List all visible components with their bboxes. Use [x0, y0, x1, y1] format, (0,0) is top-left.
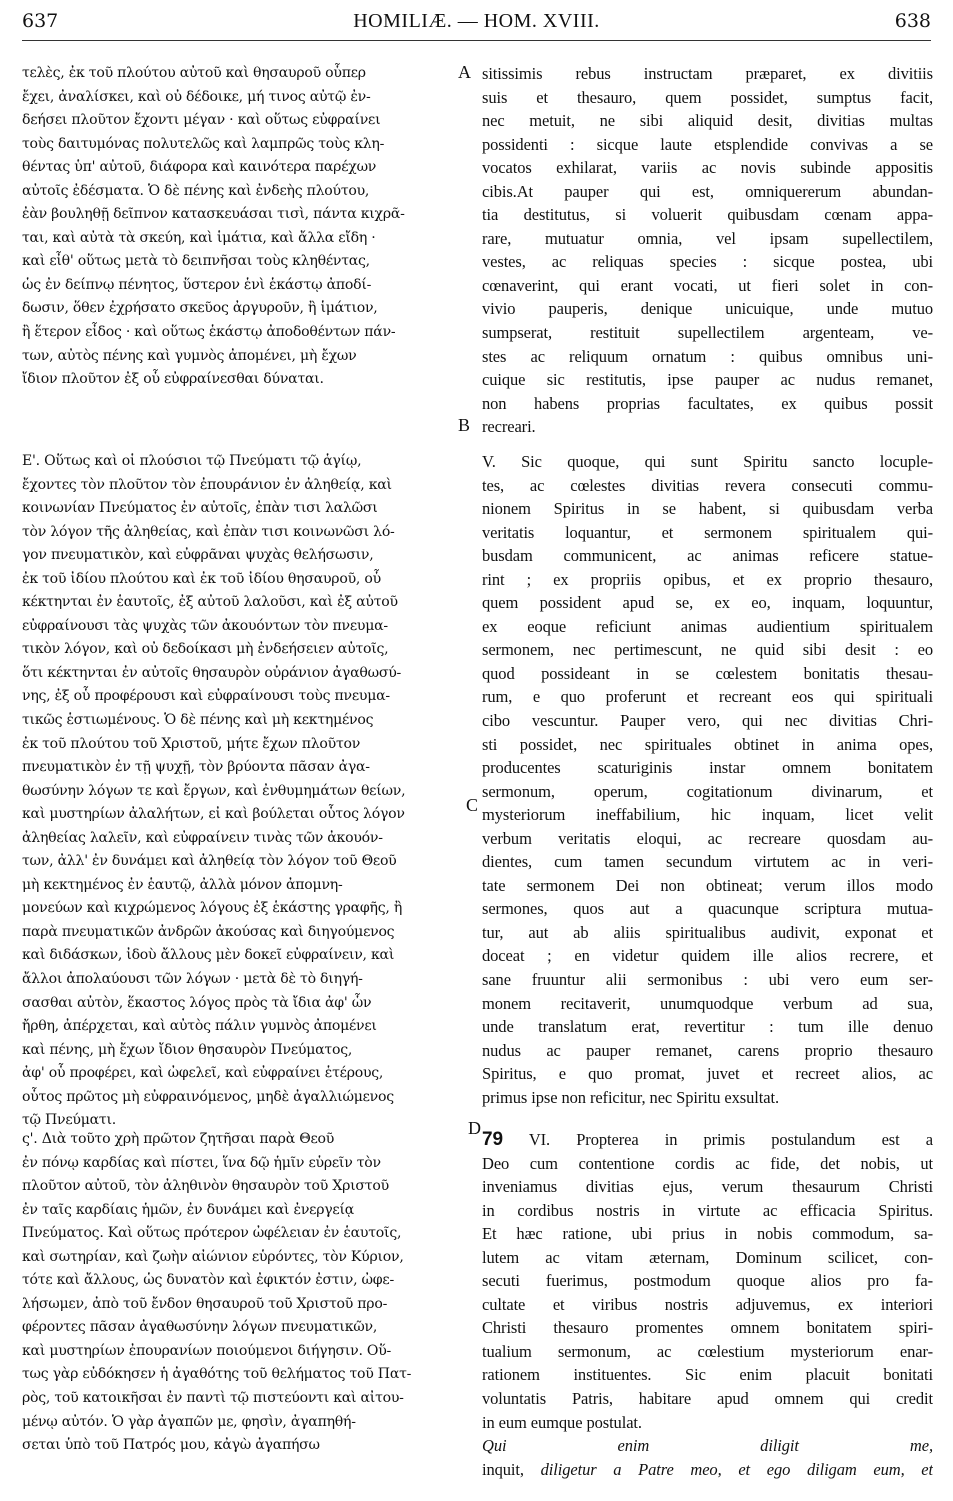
greek-line: μὴ κεκτημένος ἐν ἑαυτῷ, ἀλλὰ μόνον ἀπομνη-: [22, 876, 343, 893]
latin-line: producentes scaturiginis instar omnem bonitatem: [482, 758, 933, 778]
greek-line: πνευματικὸν ἐν τῇ ψυχῇ, τὸν βρύοντα πᾶσαν ἀγα-: [22, 759, 370, 776]
greek-line: κέκτηνται ἐν ἑαυτοῖς, ἐξ αὐτοῦ λαλοῦσι, καὶ ἐξ αὐτοῦ: [22, 594, 398, 611]
latin-line: possidenti : sicque laute etsplendide convivas a se: [482, 134, 933, 154]
greek-line: μένῳ αὐτόν. Ὁ γὰρ ἀγαπῶν με, φησὶν, ἀγαπηθή-: [22, 1413, 356, 1430]
latin-line: inveniamus divitias ejus, verum thesaurum Christi: [482, 1177, 933, 1197]
latin-line: [482, 1128, 933, 1152]
greek-line: τως γὰρ εὐδόκησεν ἡ ἀγαθότης τοῦ θελήματος τοῦ Πατ-: [22, 1366, 412, 1383]
latin-line-text: inquit,: [482, 1459, 524, 1479]
latin-line: nionem Spiritus in se habent, si quibusdam verba: [482, 499, 933, 519]
latin-line: ex eoque reficiunt animas audientium spiritualem: [482, 616, 933, 636]
latin-line: rum, e quo proferunt et recreant eos qui spirituali: [482, 687, 933, 707]
greek-line: οὗτος πρῶτος μὴ εὐφραινόμενος, μηδὲ ἀγαλλιώμενος: [22, 1088, 394, 1105]
greek-line: κοινωνίαν Πνεύματος ἐν αὐτοῖς, ἐπὰν τισι λαλῶσι: [22, 500, 378, 517]
greek-line: ρὸς, τοῦ κατοικῆσαι ἐν παντὶ τῷ πιστεύοντι καὶ αἰτου-: [22, 1390, 404, 1407]
greek-line: φέροντες πᾶσαν ἀγαθωσύνην λόγων πνευματικῶν,: [22, 1319, 378, 1336]
latin-line: rint ; ex propriis opibus, et ex proprio thesauro,: [482, 569, 933, 589]
greek-line: ἢ ἕτερον εἶδος · καὶ οὕτως ἑκάστῳ ἀποδοθέντων πάν-: [22, 324, 396, 341]
greek-line: ἐν ταῖς καρδίαις ἡμῶν, ἐν δυνάμει καὶ ἐνεργείᾳ: [22, 1201, 355, 1218]
latin-line: Christi thesauro promentes omnem bonitatem spiri-: [482, 1318, 933, 1338]
latin-line: veritatis loquantur, et sermonem spiritualem qui-: [482, 522, 933, 542]
greek-line: ἐὰν βουληθῇ δεῖπνον κατασκευάσαι τισὶ, πάντα κιχρᾶ-: [22, 206, 405, 223]
latin-line: sti possidet, nec spirituales obtinet in anima opes,: [482, 734, 933, 754]
greek-line: ἀφ' οὗ προφέρει, καὶ ὠφελεῖ, καὶ εὐφραίνει ἑτέρους,: [22, 1065, 384, 1082]
greek-line: ται, καὶ αὐτὰ τὰ σκεύη, καὶ ἱμάτια, καὶ ἄλλα εἴδη ·: [22, 229, 376, 246]
greek-line: ὡς ἐν δείπνῳ πένητος, ὕστερον ἑνὶ ἑκάστῳ ἀποδί-: [22, 276, 372, 293]
greek-line: τῷ Πνεύματι.: [22, 1112, 116, 1129]
column-number: 79: [482, 1129, 503, 1150]
greek-line: ἤρθη, ἀπέρχεται, καὶ αὐτὸς πάλιν γυμνὸς ἀπομένει: [22, 1018, 377, 1035]
latin-line: monem recitaverit, unumquodque verbum ad sua,: [482, 993, 933, 1013]
latin-paragraph-2: [482, 450, 933, 1109]
margin-letter-a: A: [458, 62, 471, 82]
greek-line: ἔχοντες τὸν πλοῦτον τὸν ἐπουράνιον ἐν ἀληθείᾳ, καὶ: [22, 476, 392, 493]
greek-line: πλοῦτον αὐτοῦ, τὸν ἀληθινὸν θησαυρὸν τοῦ Χριστοῦ: [22, 1178, 389, 1195]
latin-line: verbum veritatis eloqui, ac recreare quosdam au-: [482, 828, 933, 848]
latin-line: unde translatum erat, revertitur : tum ille denuo: [482, 1017, 933, 1037]
greek-line: θωσύνην λόγων τε καὶ ἔργων, καὶ ἐνθυμημάτων θείων,: [22, 782, 406, 799]
greek-line: αὐτοῖς ἐδέσματα. Ὁ δὲ πένης καὶ ἐνδεὴς πλούτου,: [22, 182, 370, 199]
latin-line: lutem ac vitam æternam, Dominum scilicet, con-: [482, 1247, 933, 1267]
greek-line: τικὸν λόγον, καὶ οὐ δεδοίκασι μὴ ἐνδεήσειεν αὐτοῖς,: [22, 641, 389, 658]
latin-line: sermones, quos aut a quacunque scriptura mutua-: [482, 899, 933, 919]
latin-line: [482, 1458, 933, 1482]
latin-line: quod possideant in se cœlestem bonitatis thesau-: [482, 663, 933, 683]
greek-line: θέντας ὑπ' αὐτοῦ, διάφορα καὶ καινότερα παρέχων: [22, 159, 377, 176]
greek-paragraph-1: [22, 62, 468, 392]
greek-line: δεήσει πλοῦτον ἔχοντι μέγαν · καὶ οὕτως εὐφραίνει: [22, 112, 381, 129]
latin-line: Spiritus, e quo promat, juvet et recreet alios, ac: [482, 1064, 933, 1084]
running-header: [22, 10, 931, 36]
greek-line: γον πνευματικὸν, καὶ εὐφρᾶναι ψυχὰς θελήσωσιν,: [22, 547, 374, 564]
latin-line: mysteriorum ineffabilium, hic inquam, licet velit: [482, 805, 933, 825]
scripture-quote: Qui enim diligit me,: [482, 1436, 933, 1456]
greek-paragraph-3: [22, 1128, 468, 1458]
latin-line: sermonum, operum, cogitationum divinarum, et: [482, 781, 933, 801]
latin-line: nec metuit, ne sibi aliquid desit, divitias multas: [482, 111, 933, 131]
latin-line: vivio pauperis, denique unicuique, unde mutuo: [482, 299, 933, 319]
latin-line: sermonem, nec pertimescunt, ne quid sibi desit : eo: [482, 640, 933, 660]
header-rule: [22, 40, 931, 41]
margin-letter-b: B: [458, 415, 471, 435]
latin-line: sane fruuntur alii sermonibus : ubi vero eum ser-: [482, 970, 933, 990]
greek-line: ἐκ τοῦ πλούτου τοῦ Χριστοῦ, μήτε ἔχων πλοῦτον: [22, 735, 361, 752]
greek-line: ς'. Διὰ τοῦτο χρὴ πρῶτον ζητῆσαι παρὰ Θεοῦ: [22, 1131, 335, 1147]
latin-line: voluntatis Patris, habitare apud omnem qui credit: [482, 1389, 933, 1409]
latin-line: tate sermonem Dei non obtineat; verum illos modo: [482, 875, 933, 895]
latin-line: cuique sic restitutis, ipse pauper ac nudus remanet,: [482, 370, 933, 390]
latin-line: doceat ; en videtur quidem ille alios recrere, et: [482, 946, 933, 966]
greek-line: καὶ εἶθ' οὕτως μετὰ τὸ δειπνῆσαι τοὺς κληθέντας,: [22, 253, 370, 270]
latin-line: rare, mutuatur omnia, vel ipsam supellectilem,: [482, 228, 933, 248]
greek-line: εὐφραίνουσι τὰς ψυχὰς τῶν ἀκουόντων τὸν πνευμα-: [22, 617, 388, 634]
latin-line: in cordibus nostris in virtute ac efficacia Spiritus.: [482, 1200, 933, 1220]
latin-line: dientes, cum tamen secundum virtutem ac in veri-: [482, 852, 933, 872]
greek-line: ἐν πόνῳ καρδίας καὶ πίστει, ἵνα δῷ ἡμῖν εὑρεῖν τὸν: [22, 1154, 381, 1171]
greek-line: ἐκ τοῦ ἰδίου πλούτου καὶ ἐκ τοῦ ἰδίου θησαυροῦ, οὗ: [22, 570, 381, 587]
latin-line: vocatos exhilarat, variis ac novis subinde appositis: [482, 158, 933, 178]
latin-line: Deo cum contentione cordis ac fide, det nobis, ut: [482, 1153, 933, 1173]
greek-line: των, ἀλλ' ἐν δυνάμει καὶ ἀληθείᾳ τὸν λόγον τοῦ Θεοῦ: [22, 853, 397, 870]
latin-line: cœnaverint, qui erant vocati, ut fieri solet in con-: [482, 275, 933, 295]
greek-line: ὅτι κέκτηνται ἐν αὐτοῖς θησαυρὸν οὐράνιον ἀγαθωσύ-: [22, 664, 402, 681]
latin-line: busdam communicent, ac animas reficere statue-: [482, 546, 933, 566]
latin-paragraph-1: [482, 62, 933, 439]
latin-line: [482, 1434, 933, 1458]
greek-line: ἀληθείας λαλεῖν, καὶ εὐφραίνειν τινὰς τῶν ἀκουόν-: [22, 829, 383, 846]
greek-line: σασθαι αὐτὸν, ἕκαστος λόγος πρὸς τὰ ἴδια ἀφ' ὧν: [22, 994, 372, 1011]
greek-line: δωσιν, ὅθεν ἐχρήσατο σκεῦος ἀργυροῦν, ἢ ἱμάτιον,: [22, 300, 378, 317]
greek-line: των, αὐτὸς πένης καὶ γυμνὸς ἀπομένει, μὴ ἔχων: [22, 347, 357, 364]
latin-line: rationem instituentes. Sic enim placuit bonitati: [482, 1365, 933, 1385]
latin-line: suis et thesauro, quem possidet, sumptus facit,: [482, 87, 933, 107]
page-number-left: 637: [22, 10, 59, 32]
greek-line: ἄλλοι ἀπολαύουσι τῶν λόγων · μετὰ δὲ τὸ διηγή-: [22, 971, 363, 988]
scripture-quote: diligetur a Patre meo, et ego diligam eum, et: [540, 1459, 933, 1479]
greek-line: καὶ σωτηρίαν, καὶ ζωὴν αἰώνιον εὑρόντες, τὸν Κύριον,: [22, 1248, 404, 1265]
latin-line: stes ac reliquum ornatum : quibus omnibus uni-: [482, 346, 933, 366]
greek-line: Πνεύματος. Καὶ οὕτως πρότερον ὠφέλειαν ἐν ἑαυτοῖς,: [22, 1225, 402, 1242]
latin-line: nudus ac pauper remanet, carens proprio thesauro: [482, 1040, 933, 1060]
latin-line: cultate et viribus nostris adjuvemus, ex interiori: [482, 1294, 933, 1314]
margin-letter-d: D: [468, 1118, 481, 1138]
running-title: HOMILIÆ. — HOM. XVIII.: [353, 10, 600, 32]
greek-line: Ε'. Οὕτως καὶ οἱ πλούσιοι τῷ Πνεύματι τῷ ἁγίῳ,: [22, 453, 362, 469]
greek-line: ἴδιον πλοῦτον ἐξ οὗ εὐφραίνεσθαι δύναται.: [22, 371, 324, 388]
latin-line: primus ipse non reficitur, nec Spiritu exsultat.: [482, 1087, 779, 1107]
latin-line: cibo vescuntur. Pauper vero, qui nec divitias Chri-: [482, 711, 933, 731]
latin-line: quem possident apud se, ex eo, inquam, loquuntur,: [482, 593, 933, 613]
greek-line: λήσωμεν, ἀπὸ τοῦ ἔνδον θησαυροῦ τοῦ Χριστοῦ προ-: [22, 1295, 388, 1312]
greek-paragraph-2: [22, 450, 468, 1133]
greek-line: σεται ὑπὸ τοῦ Πατρός μου, κἀγὼ ἀγαπήσω: [22, 1437, 320, 1454]
latin-line: non habens proprias facultates, ex quibus possit: [482, 393, 933, 413]
greek-line: καὶ μυστηρίων ἀλαλήτων, εἰ καὶ βούλεται οὗτος λόγον: [22, 806, 405, 823]
latin-line: sumpserat, restituit supellectilem argenteam, ve-: [482, 323, 933, 343]
latin-line: tes, ac cœlestes divitias revera consecuti commu-: [482, 475, 933, 495]
greek-line: τοὺς δαιτυμόνας πολυτελῶς καὶ λαμπρῶς τοὺς κλη-: [22, 135, 385, 152]
greek-line: τικῶς ἑστιωμένους. Ὁ δὲ πένης καὶ μὴ κεκτημένος: [22, 712, 374, 729]
latin-line: V. Sic quoque, qui sunt Spiritu sancto locuple-: [482, 452, 933, 471]
latin-line: tur, aut ab aliis spiritualibus audivit, exponat et: [482, 922, 933, 942]
latin-line: in eum eumque postulat.: [482, 1412, 642, 1432]
greek-line: τὸν λόγον τῆς ἀληθείας, καὶ ἐπὰν τισι κοινωνῶσι λό-: [22, 523, 395, 540]
latin-line: sitissimis rebus instructam præparet, ex divitiis: [482, 64, 933, 83]
latin-line: secuti fuerimus, postmodum quoque alios pro fa-: [482, 1271, 933, 1291]
latin-line: vestes, ac reliquas species : sicque postea, ubi: [482, 252, 933, 272]
greek-line: καὶ μυστηρίων ἐπουρανίων ποιούμενοι διήγησιν. Οὕ-: [22, 1342, 392, 1359]
latin-line: Et hæc ratione, ubi prius in nobis commodum, sa-: [482, 1224, 933, 1244]
greek-line: νης, ἐξ οὗ προφέρουσι καὶ εὐφραίνουσι τοὺς πνευμα-: [22, 688, 390, 705]
greek-line: παρὰ πνευματικῶν ἀνδρῶν ἀκούσας καὶ διηγούμενος: [22, 923, 395, 940]
page-number-right: 638: [894, 10, 931, 32]
greek-line: ἔχει, ἀναλίσκει, καὶ οὐ δέδοικε, μή τινος αὐτῷ ἐν-: [22, 88, 371, 105]
latin-line: cibis.At pauper qui est, omniquererum abundan-: [482, 181, 933, 201]
latin-line-text: VI. Propterea in primis postulandum est a: [528, 1130, 933, 1149]
margin-letter-c: C: [466, 795, 479, 815]
greek-line: τελὲς, ἐκ τοῦ πλούτου αὐτοῦ καὶ θησαυροῦ οὗπερ: [22, 65, 366, 81]
greek-line: καὶ διδάσκων, ἰδοὺ ἄλλους μὲν δοκεῖ εὐφραίνειν, καὶ: [22, 947, 395, 964]
greek-line: μονεύων καὶ κιχρώμενος λόγους ἐξ ἑκάστης γραφῆς, ἢ: [22, 900, 403, 917]
greek-line: καὶ πένης, μὴ ἔχων ἴδιον θησαυρὸν Πνεύματος,: [22, 1041, 353, 1058]
latin-line: tia destitutus, si voluerit quibusdam cœnam appa-: [482, 205, 933, 225]
greek-line: τότε καὶ ἄλλους, ὡς δυνατὸν καὶ ἐφικτόν ἐστιν, ὠφε-: [22, 1272, 394, 1289]
latin-paragraph-3: [482, 1128, 933, 1481]
latin-line: recreari.: [482, 417, 536, 437]
latin-line: tualium sermonum, ac cœlestium mysteriorum enar-: [482, 1341, 933, 1361]
